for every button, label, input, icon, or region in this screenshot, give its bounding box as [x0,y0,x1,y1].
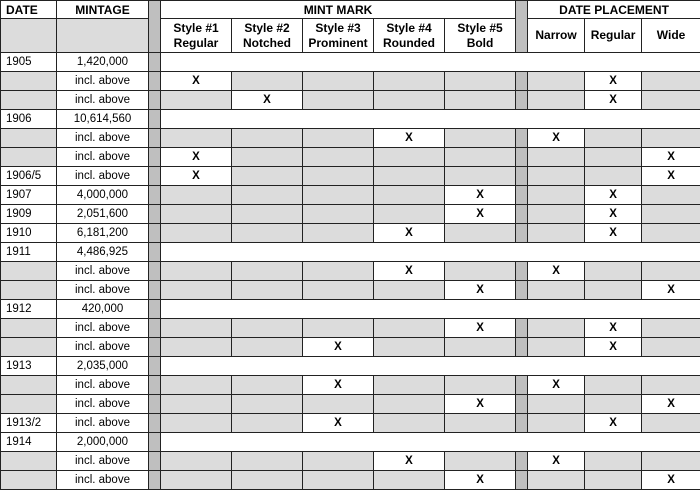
separator-cell [149,452,161,471]
placement-wide-header: Wide [642,19,700,53]
separator-cell [149,167,161,186]
date-cell [1,395,57,414]
date-cell: 1906/5 [1,167,57,186]
empty-cell [642,205,700,224]
style-name: Regular [161,36,231,51]
style-2-header [232,19,303,53]
empty-cell [161,186,232,205]
mark-cell: X [528,262,585,281]
separator-cell [516,186,528,205]
mark-cell: X [374,129,445,148]
empty-cell [161,452,232,471]
empty-cell [303,167,374,186]
mintage-cell: 2,051,600 [57,205,149,224]
mark-cell: X [585,91,642,110]
table-row [1,262,700,281]
separator-cell [516,148,528,167]
mintage-cell: 4,486,925 [57,243,149,262]
empty-cell [528,395,585,414]
mintage-cell: incl. above [57,452,149,471]
empty-cell [374,471,445,490]
empty-cell [445,262,516,281]
table-row [1,319,700,338]
empty-cell [161,319,232,338]
empty-cell [585,148,642,167]
empty-cell [642,72,700,91]
separator-cell [516,376,528,395]
empty-cell [161,471,232,490]
mark-cell: X [161,148,232,167]
separator-cell [149,110,161,129]
table-row [1,243,700,262]
empty-cell [528,205,585,224]
empty-cell [528,148,585,167]
date-cell [1,148,57,167]
mark-cell: X [528,376,585,395]
separator-cell [516,471,528,490]
empty-cell [161,281,232,300]
empty-cell [232,452,303,471]
separator-cell [149,319,161,338]
separator-cell [516,338,528,357]
mintage-cell: incl. above [57,129,149,148]
separator-cell [149,72,161,91]
empty-cell [232,72,303,91]
empty-cell [161,129,232,148]
style-name: Notched [232,36,302,51]
empty-cell [585,262,642,281]
empty-cell [303,186,374,205]
separator-cell [149,91,161,110]
mark-cell: X [528,452,585,471]
empty-cell [374,319,445,338]
empty-cell [374,186,445,205]
empty-cell [161,395,232,414]
empty-cell [303,129,374,148]
separator-cell [516,319,528,338]
empty-cell [303,205,374,224]
separator-cell [149,414,161,433]
mintage-cell: 420,000 [57,300,149,319]
mintage-cell: incl. above [57,167,149,186]
empty-cell [232,338,303,357]
separator-cell [149,300,161,319]
empty-cell [161,205,232,224]
mintage-subheader [57,19,149,53]
mark-cell: X [303,376,374,395]
date-cell [1,129,57,148]
empty-cell [374,167,445,186]
mintage-cell: incl. above [57,262,149,281]
empty-cell [232,224,303,243]
style-name: Rounded [374,36,444,51]
mark-cell: X [642,281,700,300]
date-cell: 1913 [1,357,57,376]
table-row [1,91,700,110]
separator-cell [516,452,528,471]
blank-span-cell [161,433,700,452]
mark-cell: X [642,167,700,186]
empty-cell [642,186,700,205]
style-name: Prominent [303,36,373,51]
style-4-header [374,19,445,53]
mark-cell: X [445,395,516,414]
mintage-cell: incl. above [57,471,149,490]
column-separator [516,1,528,53]
mark-cell: X [585,414,642,433]
mark-cell: X [232,91,303,110]
empty-cell [374,338,445,357]
table-row [1,129,700,148]
date-cell [1,262,57,281]
empty-cell [303,281,374,300]
table-row [1,300,700,319]
date-cell: 1912 [1,300,57,319]
date-cell: 1910 [1,224,57,243]
empty-cell [232,205,303,224]
mintage-cell: 2,000,000 [57,433,149,452]
mint-mark-header: MINT MARK [161,1,516,19]
date-header: DATE [1,1,57,19]
separator-cell [516,129,528,148]
date-cell: 1906 [1,110,57,129]
separator-cell [149,148,161,167]
date-cell [1,319,57,338]
mark-cell: X [585,72,642,91]
separator-cell [149,224,161,243]
empty-cell [585,281,642,300]
mark-cell: X [528,129,585,148]
separator-cell [149,376,161,395]
blank-span-cell [161,53,700,72]
style-number: Style #3 [303,21,373,36]
empty-cell [232,186,303,205]
empty-cell [303,471,374,490]
blank-span-cell [161,110,700,129]
blank-span-cell [161,243,700,262]
date-subheader [1,19,57,53]
empty-cell [303,262,374,281]
empty-cell [585,376,642,395]
separator-cell [149,129,161,148]
mark-cell: X [585,224,642,243]
date-cell: 1907 [1,186,57,205]
empty-cell [642,338,700,357]
empty-cell [303,395,374,414]
empty-cell [303,148,374,167]
empty-cell [528,91,585,110]
empty-cell [445,148,516,167]
mintage-cell: incl. above [57,319,149,338]
table-row [1,452,700,471]
empty-cell [528,319,585,338]
table-row [1,433,700,452]
mark-cell: X [445,281,516,300]
empty-cell [528,338,585,357]
mintage-cell: incl. above [57,414,149,433]
placement-regular-header: Regular [585,19,642,53]
separator-cell [516,91,528,110]
separator-cell [149,243,161,262]
empty-cell [528,414,585,433]
mintage-cell: 1,420,000 [57,53,149,72]
table-row [1,471,700,490]
date-cell [1,376,57,395]
separator-cell [516,281,528,300]
mark-cell: X [445,319,516,338]
empty-cell [445,72,516,91]
empty-cell [232,262,303,281]
mark-cell: X [445,205,516,224]
separator-cell [149,262,161,281]
empty-cell [161,224,232,243]
date-cell: 1913/2 [1,414,57,433]
mark-cell: X [161,72,232,91]
date-cell [1,471,57,490]
column-separator [149,1,161,53]
empty-cell [232,281,303,300]
placement-narrow-header: Narrow [528,19,585,53]
mark-cell: X [374,262,445,281]
date-cell: 1909 [1,205,57,224]
empty-cell [642,224,700,243]
empty-cell [528,186,585,205]
empty-cell [585,471,642,490]
empty-cell [528,281,585,300]
table-row [1,338,700,357]
separator-cell [149,357,161,376]
separator-cell [516,262,528,281]
empty-cell [642,414,700,433]
empty-cell [303,91,374,110]
date-placement-header: DATE PLACEMENT [528,1,700,19]
mintage-cell: 6,181,200 [57,224,149,243]
style-number: Style #2 [232,21,302,36]
empty-cell [374,72,445,91]
empty-cell [374,281,445,300]
mark-cell: X [303,338,374,357]
blank-span-cell [161,300,700,319]
empty-cell [528,471,585,490]
mintage-cell: 2,035,000 [57,357,149,376]
separator-cell [516,224,528,243]
empty-cell [642,91,700,110]
empty-cell [232,414,303,433]
empty-cell [161,262,232,281]
mark-cell: X [642,471,700,490]
separator-cell [516,205,528,224]
empty-cell [374,91,445,110]
date-cell [1,281,57,300]
empty-cell [445,224,516,243]
separator-cell [516,414,528,433]
empty-cell [445,376,516,395]
empty-cell [161,91,232,110]
mintage-cell: incl. above [57,395,149,414]
empty-cell [374,376,445,395]
mintage-cell: 10,614,560 [57,110,149,129]
empty-cell [642,376,700,395]
empty-cell [232,129,303,148]
style-3-header [303,19,374,53]
date-cell [1,338,57,357]
date-cell [1,72,57,91]
mark-cell: X [585,205,642,224]
mark-cell: X [642,148,700,167]
table-row [1,72,700,91]
mark-cell: X [642,395,700,414]
separator-cell [516,72,528,91]
mark-cell: X [585,186,642,205]
separator-cell [149,205,161,224]
empty-cell [585,452,642,471]
table-row [1,148,700,167]
empty-cell [445,91,516,110]
empty-cell [374,148,445,167]
mark-cell: X [303,414,374,433]
empty-cell [445,414,516,433]
mark-cell: X [161,167,232,186]
table-row [1,376,700,395]
empty-cell [585,167,642,186]
separator-cell [149,281,161,300]
style-number: Style #1 [161,21,231,36]
empty-cell [303,319,374,338]
empty-cell [161,376,232,395]
table-row [1,357,700,376]
empty-cell [303,224,374,243]
empty-cell [585,129,642,148]
empty-cell [232,148,303,167]
mintage-cell: incl. above [57,338,149,357]
mintage-cell: incl. above [57,72,149,91]
date-cell: 1905 [1,53,57,72]
mintage-cell: incl. above [57,91,149,110]
separator-cell [516,395,528,414]
style-number: Style #5 [445,21,515,36]
empty-cell [232,167,303,186]
date-cell: 1911 [1,243,57,262]
mark-cell: X [445,186,516,205]
blank-span-cell [161,357,700,376]
date-cell [1,91,57,110]
separator-cell [149,471,161,490]
empty-cell [232,471,303,490]
mark-cell: X [374,452,445,471]
mark-cell: X [445,471,516,490]
empty-cell [232,376,303,395]
separator-cell [149,433,161,452]
mark-cell: X [374,224,445,243]
empty-cell [642,319,700,338]
style-number: Style #4 [374,21,444,36]
empty-cell [445,452,516,471]
date-cell [1,452,57,471]
empty-cell [374,414,445,433]
table-row [1,414,700,433]
style-5-header [445,19,516,53]
table-row [1,53,700,72]
empty-cell [445,129,516,148]
mintage-header: MINTAGE [57,1,149,19]
table-row [1,281,700,300]
mark-cell: X [585,319,642,338]
mintage-cell: incl. above [57,376,149,395]
empty-cell [374,205,445,224]
table-row [1,205,700,224]
empty-cell [585,395,642,414]
separator-cell [149,338,161,357]
table-row [1,395,700,414]
mintage-cell: 4,000,000 [57,186,149,205]
style-1-header [161,19,232,53]
empty-cell [445,338,516,357]
table-row [1,167,700,186]
empty-cell [642,129,700,148]
table-body [1,53,700,490]
empty-cell [528,72,585,91]
empty-cell [528,167,585,186]
separator-cell [516,167,528,186]
empty-cell [303,452,374,471]
empty-cell [303,72,374,91]
empty-cell [642,262,700,281]
mark-cell: X [585,338,642,357]
separator-cell [149,53,161,72]
table-row [1,224,700,243]
style-name: Bold [445,36,515,51]
empty-cell [642,452,700,471]
mintage-cell: incl. above [57,281,149,300]
empty-cell [374,395,445,414]
separator-cell [149,186,161,205]
empty-cell [161,414,232,433]
empty-cell [445,167,516,186]
date-cell: 1914 [1,433,57,452]
empty-cell [232,319,303,338]
separator-cell [149,395,161,414]
mintage-cell: incl. above [57,148,149,167]
empty-cell [161,338,232,357]
empty-cell [232,395,303,414]
empty-cell [528,224,585,243]
table-row [1,186,700,205]
table-row [1,110,700,129]
